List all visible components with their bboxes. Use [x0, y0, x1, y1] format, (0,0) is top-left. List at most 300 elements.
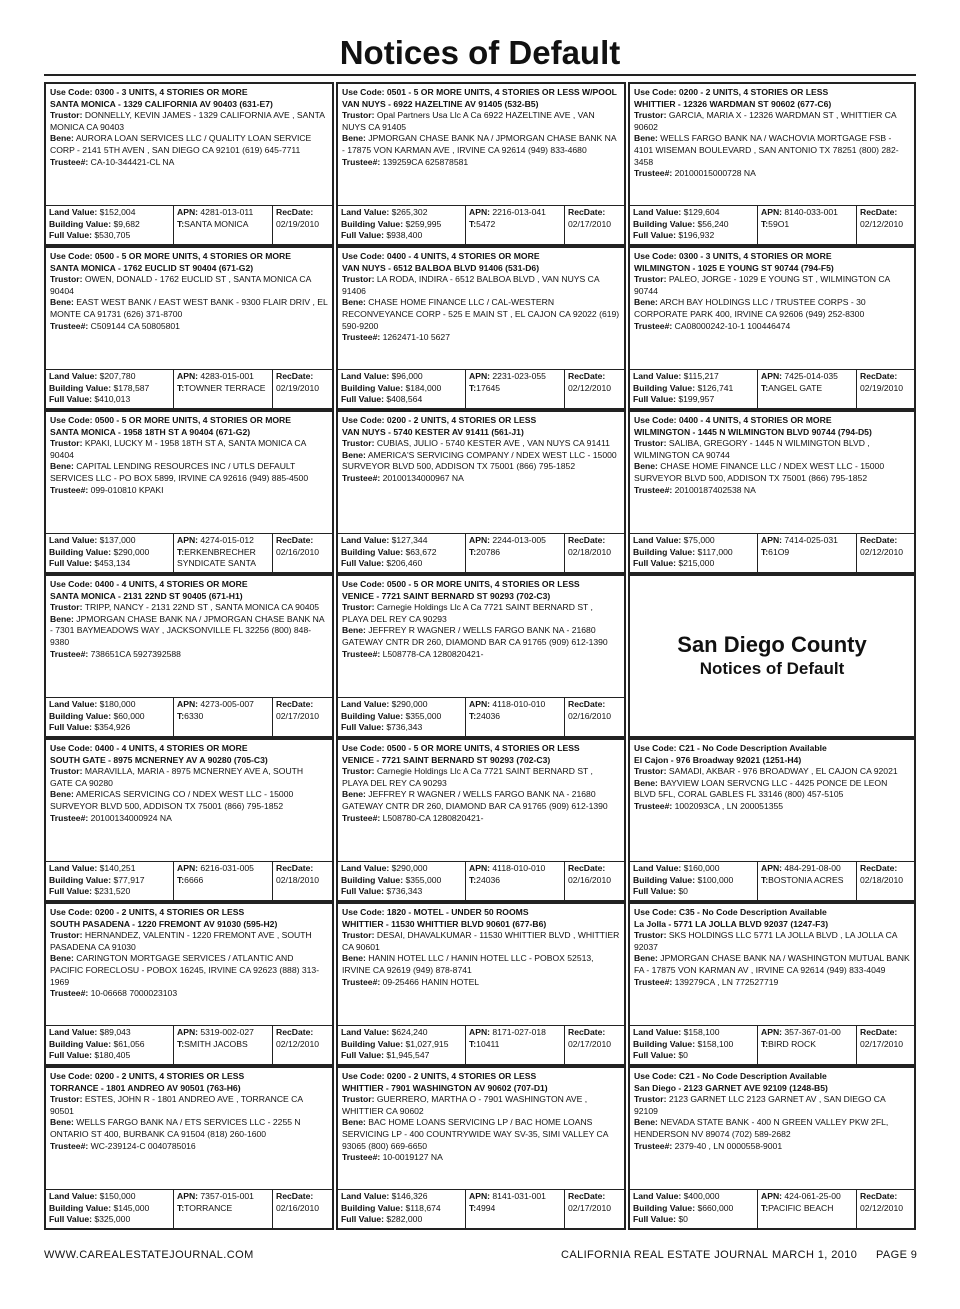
building-value-label: Building Value: [49, 1038, 112, 1049]
bene-value: AURORA LOAN SERVICES LLC / QUALITY LOAN SERVICE CORP - 2141 5TH AVEN , SAN DIEGO CA 92101 (619) 645-7711 [50, 133, 312, 155]
apn-cell [757, 534, 856, 572]
trustor-line [634, 110, 910, 133]
recdate-cell [272, 370, 332, 408]
trustee-label: Trustee#: [634, 320, 673, 331]
trustee-line [342, 157, 620, 169]
listing-details [46, 904, 332, 1025]
full-value-label: Full Value: [633, 1050, 676, 1060]
bene-line [634, 461, 910, 484]
property-address: TORRANCE - 1801 ANDREO AV 90501 (763-H6) [50, 1082, 241, 1093]
notice-listing [44, 902, 334, 1066]
recdate-label: RecDate: [860, 863, 898, 873]
trustee-label: Trustee#: [342, 648, 381, 659]
trustee-line [50, 1141, 328, 1153]
trustee-line [50, 813, 328, 825]
building-value: $56,240 [697, 218, 729, 229]
trustor-label: Trustor: [634, 1094, 667, 1105]
trustor-line [50, 274, 328, 297]
listing-details [338, 1068, 624, 1189]
full-value: $180,405 [94, 1050, 131, 1060]
bene-line [342, 953, 620, 976]
land-value-label: Land Value: [49, 371, 98, 381]
trustee-value: 1262471-10 5627 [382, 332, 450, 343]
trustee-value: 139279CA , LN 772527719 [674, 976, 779, 987]
recdate-label: RecDate: [860, 1027, 898, 1037]
bene-line [634, 1117, 910, 1140]
value-cell [630, 370, 757, 408]
land-value: $129,604 [683, 207, 720, 217]
trustor-line [342, 1094, 620, 1117]
building-value: $61,056 [113, 1038, 145, 1049]
recdate-cell [564, 862, 624, 900]
land-value-label: Land Value: [341, 1191, 390, 1201]
land-value: $207,780 [99, 371, 136, 381]
recdate-label: RecDate: [860, 207, 898, 217]
recdate-value: 02/12/2010 [276, 1038, 320, 1049]
trustee-label: Trustee#: [342, 472, 381, 483]
building-value: $63,672 [405, 546, 437, 557]
listing-details [630, 248, 914, 369]
trustor-line [342, 930, 620, 953]
apn-value: 4273-005-007 [200, 699, 254, 709]
recdate-value: 02/17/2010 [568, 1038, 612, 1049]
trustee-line [50, 649, 328, 661]
listing-values [338, 1025, 624, 1064]
tract-label: T: [761, 1038, 769, 1049]
property-address: SANTA MONICA - 1762 EUCLID ST 90404 (671-G2) [50, 262, 254, 273]
trustor-line [342, 110, 620, 133]
recdate-value: 02/18/2010 [276, 874, 320, 885]
building-value: $355,000 [405, 710, 442, 721]
trustor-label: Trustor: [342, 438, 375, 449]
recdate-label: RecDate: [860, 1191, 898, 1201]
building-value-label: Building Value: [49, 546, 112, 557]
value-cell [338, 1026, 465, 1064]
trustee-line [634, 168, 910, 180]
listing-details [338, 576, 624, 697]
footer-date: MARCH 1, 2010 [772, 1249, 858, 1261]
recdate-label: RecDate: [276, 863, 314, 873]
value-cell [46, 698, 173, 736]
recdate-cell [564, 698, 624, 736]
bene-line [342, 297, 620, 332]
recdate-cell [272, 534, 332, 572]
listing-details [338, 248, 624, 369]
apn-cell [173, 1190, 272, 1228]
trustor-label: Trustor: [342, 766, 375, 777]
bene-label: Bene: [50, 461, 74, 472]
bene-label: Bene: [634, 1117, 658, 1128]
full-value: $1,945,547 [386, 1050, 430, 1060]
bene-value: CHASE HOME FINANCE LLC / CAL-WESTERN RECONVEYANCE CORP - 525 E MAIN ST , EL CAJON CA 92022 (619) 590-9200 [342, 297, 620, 331]
bene-label: Bene: [342, 449, 366, 460]
trustee-value: WC-239124-C 0040785016 [90, 1140, 196, 1151]
bene-label: Bene: [50, 613, 74, 624]
full-value: $354,926 [94, 722, 131, 732]
apn-cell [465, 862, 564, 900]
trustee-label: Trustee#: [50, 812, 89, 823]
value-cell [46, 862, 173, 900]
recdate-label: RecDate: [568, 535, 606, 545]
building-value-label: Building Value: [341, 382, 404, 393]
trustor-value: CUBIAS, JULIO - 5740 KESTER AVE , VAN NUYS CA 91411 [376, 438, 610, 449]
trustor-label: Trustor: [50, 766, 83, 777]
building-value-label: Building Value: [341, 1038, 404, 1049]
land-value: $127,344 [391, 535, 428, 545]
recdate-label: RecDate: [860, 371, 898, 381]
building-value: $118,674 [405, 1202, 441, 1213]
trustor-value: Carnegie Holdings Llc A Ca 7721 SAINT BERNARD ST , PLAYA DEL REY CA 90293 [342, 766, 593, 788]
bene-label: Bene: [342, 789, 366, 800]
recdate-label: RecDate: [568, 1027, 606, 1037]
trustor-line [50, 1094, 328, 1117]
notice-listing [336, 738, 626, 902]
recdate-cell [856, 1190, 914, 1228]
trustor-label: Trustor: [342, 930, 375, 941]
land-value-label: Land Value: [633, 535, 682, 545]
recdate-label: RecDate: [568, 863, 606, 873]
trustor-label: Trustor: [50, 602, 83, 613]
property-address: El Cajon - 976 Broadway 92021 (1251-H4) [634, 754, 802, 765]
property-address: WHITTIER - 7901 WASHINGTON AV 90602 (707-D1) [342, 1082, 548, 1093]
use-code: Use Code: 0501 - 5 OR MORE UNITS, 4 STORIES OR LESS W/POOL [342, 87, 617, 97]
value-cell [338, 862, 465, 900]
tract-value: 61O9 [768, 546, 790, 557]
trustee-label: Trustee#: [634, 484, 673, 495]
recdate-label: RecDate: [276, 699, 314, 709]
trustor-label: Trustor: [342, 110, 375, 121]
tract-label: T: [469, 1038, 477, 1049]
land-value: $152,004 [99, 207, 136, 217]
value-cell [630, 206, 757, 244]
recdate-value: 02/12/2010 [860, 546, 904, 557]
trustee-label: Trustee#: [342, 976, 381, 987]
land-value: $146,326 [391, 1191, 428, 1201]
use-code: Use Code: C21 - No Code Description Available [634, 743, 827, 753]
tract-value: TOWNER TERRACE [184, 382, 266, 393]
trustee-value: 10-0019127 NA [382, 1152, 443, 1163]
trustor-line [342, 766, 620, 789]
trustor-line [634, 1094, 910, 1117]
full-value: $282,000 [386, 1214, 423, 1224]
recdate-label: RecDate: [276, 535, 314, 545]
apn-value: 357-367-01-00 [784, 1027, 841, 1037]
trustor-value: PALEO, JORGE - 1029 E YOUNG ST , WILMINGTON CA 90744 [634, 274, 890, 296]
full-value-label: Full Value: [49, 230, 92, 240]
use-code: Use Code: 0200 - 2 UNITS, 4 STORIES OR LESS [342, 1071, 537, 1081]
bene-value: CAPITAL LENDING RESOURCES INC / UTLS DEFAULT SERVICES LLC - PO BOX 5899, IRVINE CA 92616 (949) 885-4500 [50, 461, 309, 483]
full-value-label: Full Value: [633, 230, 676, 240]
trustor-label: Trustor: [634, 766, 667, 777]
land-value: $89,043 [99, 1027, 131, 1037]
property-address: VAN NUYS - 5740 KESTER AV 91411 (561-J1) [342, 426, 524, 437]
trustee-line [342, 1152, 620, 1164]
land-value-label: Land Value: [633, 371, 682, 381]
listing-values [338, 205, 624, 244]
land-value-label: Land Value: [341, 699, 390, 709]
building-value-label: Building Value: [341, 874, 404, 885]
trustor-label: Trustor: [342, 1094, 375, 1105]
apn-label: APN: [469, 371, 491, 381]
land-value: $140,251 [99, 863, 136, 873]
bene-line [342, 450, 620, 473]
trustor-value: 2123 GARNET LLC 2123 GARNET AV , SAN DIEGO CA 92109 [634, 1094, 886, 1116]
apn-value: 8171-027-018 [492, 1027, 546, 1037]
apn-label: APN: [177, 1191, 199, 1201]
footer-page: PAGE 9 [876, 1249, 918, 1261]
bene-value: JPMORGAN CHASE BANK NA / JPMORGAN CHASE BANK NA - 17875 VON KARMAN AVE , IRVINE CA 92614 (949) 833-4680 [342, 133, 617, 155]
apn-cell [757, 370, 856, 408]
trustee-label: Trustee#: [342, 812, 381, 823]
value-cell [338, 1190, 465, 1228]
listing-values [46, 369, 332, 408]
notices-grid [44, 82, 916, 1230]
bene-line [634, 778, 910, 801]
full-value: $325,000 [94, 1214, 131, 1224]
apn-cell [173, 206, 272, 244]
apn-label: APN: [177, 371, 199, 381]
tract-label: T: [469, 382, 477, 393]
trustee-line [50, 157, 328, 169]
tract-value: 4994 [476, 1202, 496, 1213]
value-cell [630, 534, 757, 572]
bene-value: AMERICA'S SERVICING COMPANY / NDEX WEST LLC - 15000 SURVEYOR BLVD 500, ADDISON TX 75001 (866) 795-1852 [342, 449, 617, 472]
apn-value: 2216-013-041 [492, 207, 546, 217]
listing-values [46, 861, 332, 900]
trustor-label: Trustor: [634, 274, 667, 285]
tract-label: T: [177, 710, 185, 721]
full-value: $938,400 [386, 230, 423, 240]
trustor-line [50, 930, 328, 953]
trustor-value: GARCIA, MARIA X - 12326 WARDMAN ST , WHITTIER CA 90602 [634, 110, 897, 132]
apn-value: 7357-015-001 [200, 1191, 254, 1201]
use-code: Use Code: 0400 - 4 UNITS, 4 STORIES OR MORE [342, 251, 540, 261]
apn-value: 4118-010-010 [492, 863, 546, 873]
bene-value: BAC HOME LOANS SERVICING LP / BAC HOME LOANS SERVICING LP - 400 COUNTRYWIDE WAY SV-35, SIMI VALLEY CA 93065 (800) 669-6650 [342, 1117, 609, 1151]
full-value-label: Full Value: [341, 230, 384, 240]
property-address: VENICE - 7721 SAINT BERNARD ST 90293 (702-C3) [342, 590, 551, 601]
bene-line [50, 1117, 328, 1140]
use-code: Use Code: 0500 - 5 OR MORE UNITS, 4 STORIES OR LESS [342, 579, 580, 589]
full-value-label: Full Value: [633, 558, 676, 568]
bene-line [50, 789, 328, 812]
building-value: $77,917 [113, 874, 145, 885]
recdate-label: RecDate: [568, 371, 606, 381]
building-value: $355,000 [405, 874, 442, 885]
tract-label: T: [761, 874, 769, 885]
notice-listing [628, 410, 916, 574]
value-cell [338, 698, 465, 736]
tract-value: 17645 [476, 382, 501, 393]
building-value: $60,000 [113, 710, 145, 721]
tract-value: 10411 [476, 1038, 500, 1049]
title-rule [44, 74, 916, 76]
bene-label: Bene: [342, 297, 366, 308]
full-value: $199,957 [678, 394, 715, 404]
land-value-label: Land Value: [341, 371, 390, 381]
trustor-value: Opal Partners Usa Llc A Ca 6922 HAZELTINE AVE , VAN NUYS CA 91405 [342, 110, 595, 132]
value-cell [338, 534, 465, 572]
property-address: SANTA MONICA - 1329 CALIFORNIA AV 90403 (631-E7) [50, 98, 273, 109]
notice-column [336, 82, 626, 1230]
trustor-label: Trustor: [50, 110, 83, 121]
recdate-value: 02/16/2010 [276, 1202, 320, 1213]
bene-value: CARINGTON MORTGAGE SERVICES / ATLANTIC AND PACIFIC FORECLOSU - POBOX 16245, IRVINE CA 92623 (888) 313-1969 [50, 953, 320, 987]
land-value: $290,000 [391, 699, 428, 709]
property-address: SANTA MONICA - 1958 18TH ST A 90404 (671-G2) [50, 426, 251, 437]
recdate-value: 02/17/2010 [568, 218, 612, 229]
footer-website: WWW.CAREALESTATEJOURNAL.COM [44, 1249, 254, 1261]
trustor-value: Carnegie Holdings Llc A Ca 7721 SAINT BERNARD ST , PLAYA DEL REY CA 90293 [342, 602, 593, 624]
notice-listing [44, 410, 334, 574]
recdate-value: 02/18/2010 [568, 546, 612, 557]
apn-value: 7425-014-035 [784, 371, 838, 381]
trustor-value: SALIBA, GREGORY - 1445 N WILMINGTON BLVD , WILMINGTON CA 90744 [634, 438, 870, 460]
recdate-label: RecDate: [568, 699, 606, 709]
bene-label: Bene: [634, 777, 658, 788]
full-value-label: Full Value: [341, 558, 384, 568]
land-value-label: Land Value: [49, 1191, 98, 1201]
recdate-value: 02/17/2010 [568, 1202, 612, 1213]
recdate-cell [856, 534, 914, 572]
apn-cell [757, 206, 856, 244]
building-value: $1,027,915 [405, 1038, 449, 1049]
bene-label: Bene: [342, 133, 366, 144]
property-address: VAN NUYS - 6512 BALBOA BLVD 91406 (531-D6) [342, 262, 540, 273]
trustee-value: CA-10-344421-CL NA [90, 156, 175, 167]
notice-listing [44, 574, 334, 738]
apn-value: 7414-025-031 [784, 535, 838, 545]
recdate-cell [272, 862, 332, 900]
listing-details [338, 84, 624, 205]
land-value-label: Land Value: [49, 207, 98, 217]
tract-label: T: [761, 218, 769, 229]
listing-details [46, 412, 332, 533]
listing-values [630, 861, 914, 900]
use-code: Use Code: C35 - No Code Description Available [634, 907, 827, 917]
trustor-line [634, 930, 910, 953]
bene-line [342, 789, 620, 812]
apn-label: APN: [177, 863, 199, 873]
trustee-value: 10-06668 7000023103 [90, 988, 178, 999]
use-code: Use Code: 0500 - 5 OR MORE UNITS, 4 STORIES OR MORE [50, 415, 291, 425]
trustee-label: Trustee#: [634, 976, 673, 987]
notice-listing [628, 738, 916, 902]
value-cell [46, 206, 173, 244]
full-value-label: Full Value: [49, 1214, 92, 1224]
notice-listing [44, 1066, 334, 1230]
building-value: $100,000 [697, 874, 734, 885]
value-cell [46, 534, 173, 572]
tract-value: 6330 [184, 710, 204, 721]
recdate-cell [564, 206, 624, 244]
apn-cell [465, 698, 564, 736]
listing-details [630, 84, 914, 205]
trustor-label: Trustor: [50, 274, 83, 285]
recdate-value: 02/16/2010 [568, 710, 612, 721]
tract-value: PACIFIC BEACH [768, 1202, 834, 1213]
trustee-label: Trustee#: [50, 320, 89, 331]
apn-value: 4118-010-010 [492, 699, 546, 709]
building-value-label: Building Value: [49, 874, 112, 885]
property-address: WHITTIER - 12326 WARDMAN ST 90602 (677-C6) [634, 98, 832, 109]
full-value-label: Full Value: [49, 886, 92, 896]
building-value: $660,000 [697, 1202, 734, 1213]
value-cell [630, 1026, 757, 1064]
bene-label: Bene: [50, 297, 74, 308]
land-value: $115,217 [683, 371, 719, 381]
listing-values [46, 697, 332, 736]
trustee-line [634, 977, 910, 989]
recdate-cell [856, 370, 914, 408]
building-value: $145,000 [113, 1202, 150, 1213]
recdate-value: 02/17/2010 [276, 710, 320, 721]
full-value-label: Full Value: [633, 394, 676, 404]
notice-listing [336, 246, 626, 410]
full-value: $410,013 [94, 394, 131, 404]
trustor-value: MARAVILLA, MARIA - 8975 MCNERNEY AVE A, SOUTH GATE CA 90280 [50, 766, 304, 788]
building-value-label: Building Value: [341, 1202, 404, 1213]
recdate-cell [856, 862, 914, 900]
tract-value: ANGEL GATE [768, 382, 823, 393]
bene-value: JPMORGAN CHASE BANK NA / WASHINGTON MUTUAL BANK FA - 17875 VON KARMAN AV , IRVINE CA 92614 (949) 833-4049 [634, 953, 910, 975]
trustee-line [634, 801, 910, 813]
trustee-value: 099-010810 KPAKI [90, 484, 164, 495]
recdate-cell [564, 370, 624, 408]
tract-value: 59O1 [768, 218, 790, 229]
trustee-line [50, 321, 328, 333]
full-value-label: Full Value: [49, 558, 92, 568]
building-value-label: Building Value: [49, 1202, 112, 1213]
apn-value: 4274-015-012 [200, 535, 254, 545]
apn-value: 4281-013-011 [200, 207, 254, 217]
land-value: $624,240 [391, 1027, 428, 1037]
footer-journal: CALIFORNIA REAL ESTATE JOURNAL [561, 1249, 769, 1261]
listing-values [630, 369, 914, 408]
land-value: $290,000 [391, 863, 428, 873]
tract-value: BIRD ROCK [768, 1038, 816, 1049]
use-code: Use Code: 0200 - 2 UNITS, 4 STORIES OR LESS [634, 87, 829, 97]
land-value-label: Land Value: [341, 1027, 390, 1037]
trustee-line [634, 1141, 910, 1153]
bene-label: Bene: [634, 133, 658, 144]
bene-label: Bene: [50, 1117, 74, 1128]
tract-label: T: [177, 1038, 185, 1049]
recdate-cell [856, 1026, 914, 1064]
recdate-cell [564, 1026, 624, 1064]
apn-label: APN: [761, 371, 783, 381]
use-code: Use Code: 0500 - 5 OR MORE UNITS, 4 STORIES OR LESS [342, 743, 580, 753]
bene-line [342, 625, 620, 648]
property-address: SOUTH PASADENA - 1220 FREMONT AV 91030 (595-H2) [50, 918, 278, 929]
trustor-line [634, 274, 910, 297]
listing-details [46, 740, 332, 861]
listing-values [630, 1189, 914, 1228]
trustee-line [634, 321, 910, 333]
full-value: $408,564 [386, 394, 423, 404]
tract-label: T: [469, 218, 477, 229]
land-value-label: Land Value: [633, 1027, 682, 1037]
trustee-line [342, 473, 620, 485]
notice-column [628, 82, 916, 1230]
value-cell [46, 1190, 173, 1228]
apn-label: APN: [469, 1027, 491, 1037]
trustor-value: HERNANDEZ, VALENTIN - 1220 FREMONT AVE , SOUTH PASADENA CA 91030 [50, 930, 312, 952]
listing-details [338, 904, 624, 1025]
tract-value: TORRANCE [184, 1202, 233, 1213]
trustor-label: Trustor: [50, 930, 83, 941]
recdate-label: RecDate: [568, 1191, 606, 1201]
